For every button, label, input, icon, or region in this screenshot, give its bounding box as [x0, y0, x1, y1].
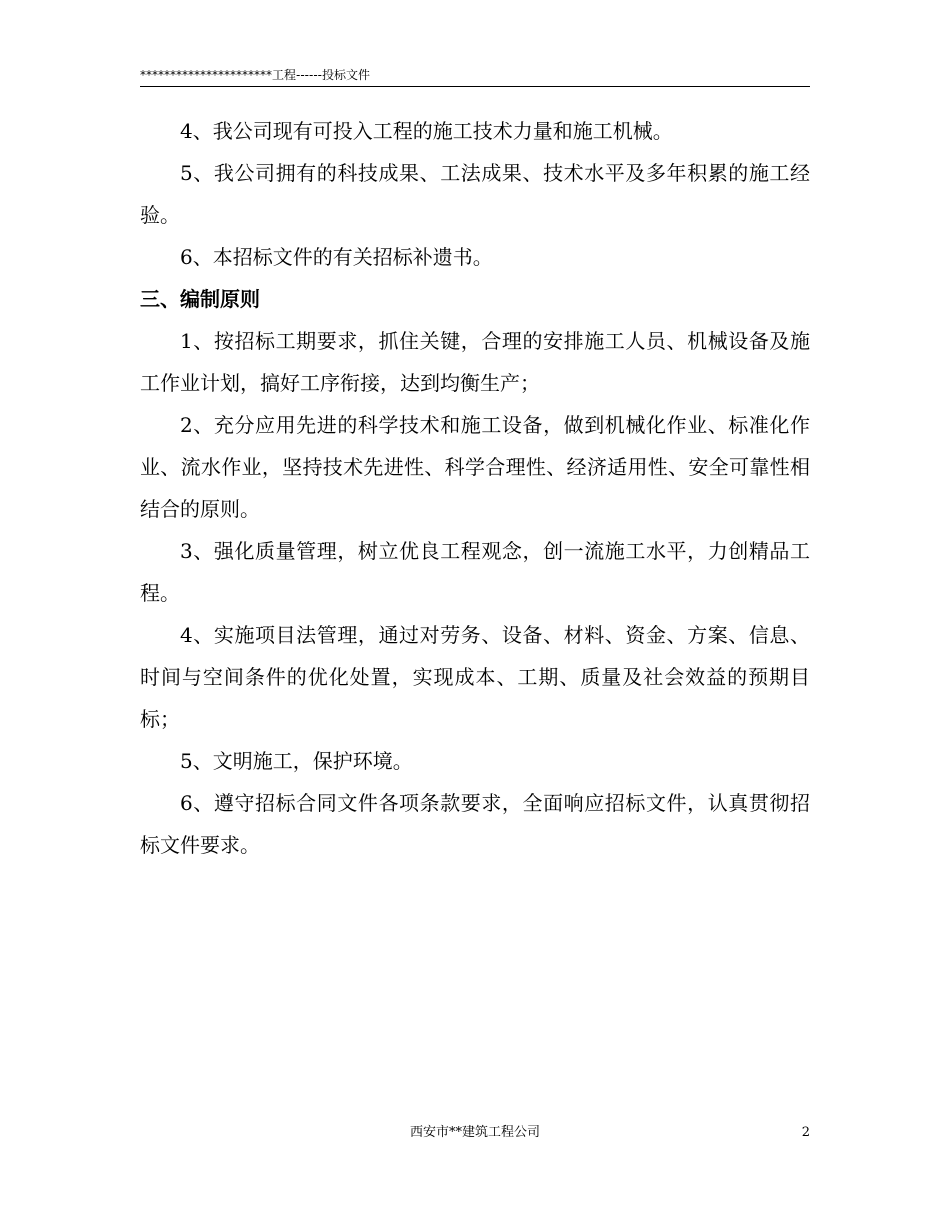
paragraph-item: 4、实施项目法管理，通过对劳务、设备、材料、资金、方案、信息、时间与空间条件的优化处置，实现成本、工期、质量及社会效益的预期目标； [140, 623, 810, 731]
page-header [140, 66, 810, 87]
paragraph-item: 5、我公司拥有的科技成果、工法成果、技术水平及多年积累的施工经验。 [140, 161, 810, 227]
paragraph-item: 6、遵守招标合同文件各项条款要求，全面响应招标文件，认真贯彻招标文件要求。 [140, 791, 810, 857]
paragraph-item: 4、我公司现有可投入工程的施工技术力量和施工机械。 [180, 119, 673, 143]
paragraph-item: 6、本招标文件的有关招标补遗书。 [180, 245, 493, 269]
paragraph-item: 1、按招标工期要求，抓住关键，合理的安排施工人员、机械设备及施工作业计划，搞好工序衔接，达到均衡生产； [140, 329, 810, 395]
section-heading: 三、编制原则 [140, 287, 260, 311]
footer-company: 西安市**建筑工程公司 [409, 1125, 540, 1140]
paragraph-item: 2、充分应用先进的科学技术和施工设备，做到机械化作业、标准化作业、流水作业，坚持技术先进性、科学合理性、经济适用性、安全可靠性相结合的原则。 [140, 413, 810, 521]
page-number: 2 [801, 1125, 810, 1140]
header-title: **********************工程------投标文件 [140, 68, 370, 82]
document-body [140, 110, 810, 866]
paragraph-item: 3、强化质量管理，树立优良工程观念，创一流施工水平，力创精品工程。 [140, 539, 810, 605]
paragraph-item: 5、文明施工，保护环境。 [180, 749, 413, 773]
